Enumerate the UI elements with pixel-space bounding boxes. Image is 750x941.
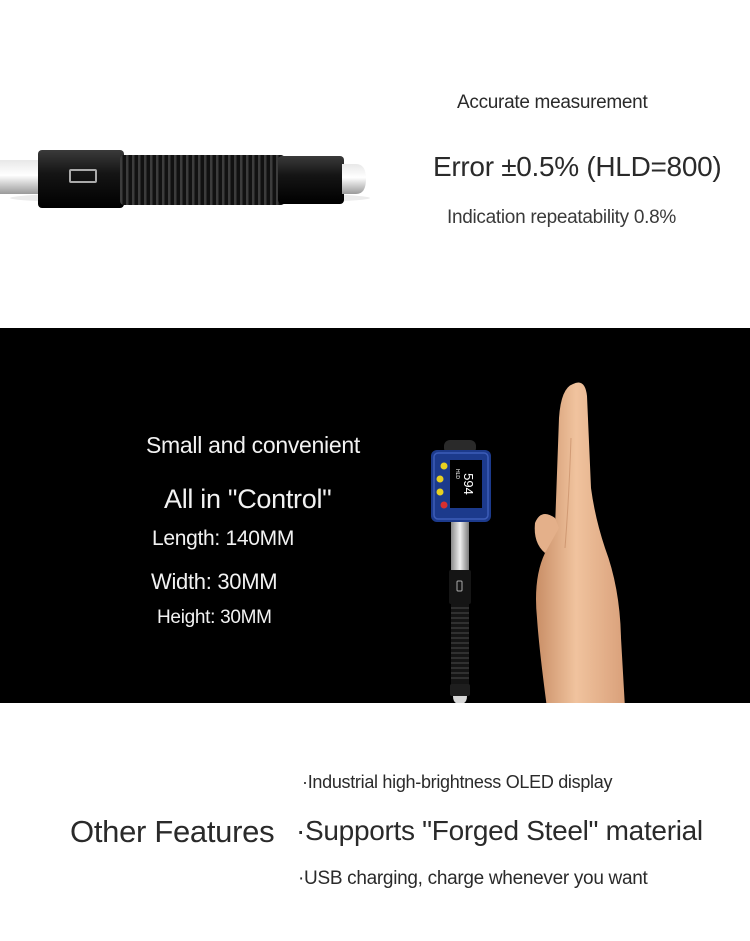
device-unit: HLD [454, 468, 460, 480]
hardness-tester-image [426, 436, 496, 703]
features-heading: Other Features [70, 814, 275, 849]
measurement-heading: Accurate measurement [457, 92, 648, 113]
size-section [0, 328, 750, 703]
device-reading: 594 [461, 473, 476, 495]
size-subheading: All in "Control" [164, 484, 332, 514]
error-spec: Error ±0.5% (HLD=800) [433, 151, 722, 182]
measurement-section [0, 0, 750, 328]
feature-oled-display: ·Industrial high-brightness OLED display [302, 772, 613, 792]
feature-forged-steel: ·Supports "Forged Steel" material [296, 815, 703, 846]
features-section [0, 703, 750, 941]
feature-usb-charging: ·USB charging, charge whenever you want [298, 868, 648, 889]
length-spec: Length: 140MM [152, 527, 295, 550]
height-spec: Height: 30MM [157, 607, 272, 628]
repeatability-spec: Indication repeatability 0.8% [447, 207, 676, 228]
impact-probe-image [0, 120, 380, 240]
size-heading: Small and convenient [146, 432, 360, 458]
hand-image [525, 378, 635, 703]
width-spec: Width: 30MM [151, 569, 278, 594]
